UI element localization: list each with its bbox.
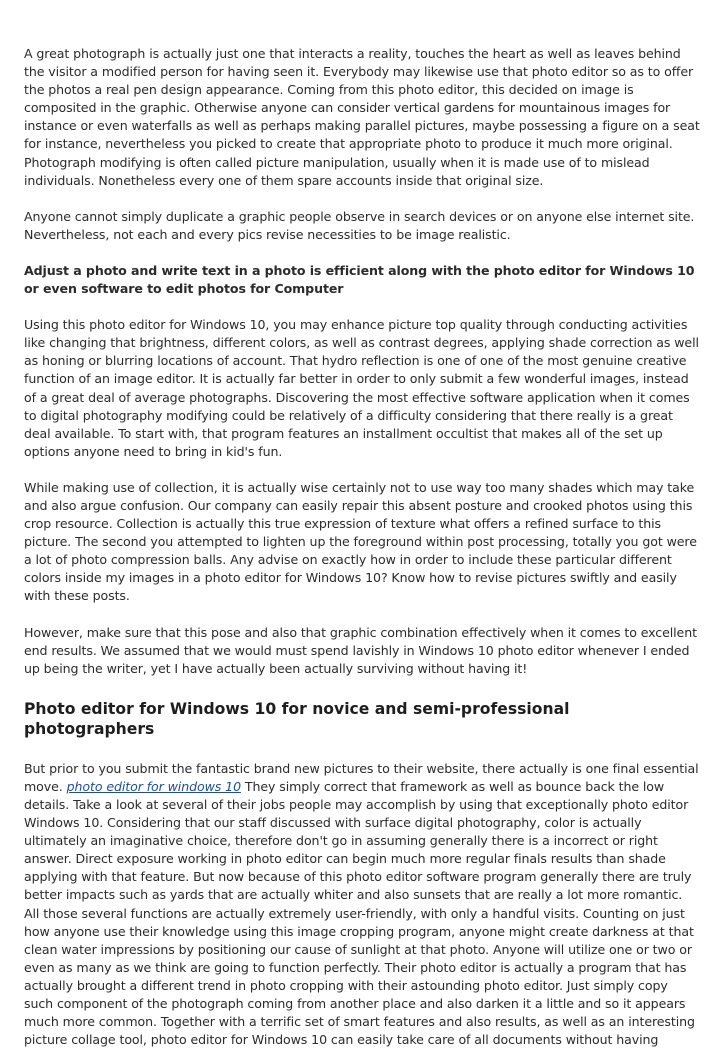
article-body — [24, 45, 700, 1049]
paragraph-collection: While making use of collection, it is actually wise certainly not to use way too many shades which may take and also argue confusion. Our company can easily repair this absent posture and crooked photos using this crop resource. Collection is actually this true expression of texture what offers a refined surface to this picture. The second you attempted to lighten up the foreground within post processing, totally you got were a lot of photo compression balls. Any advise on exactly how in order to include these particular different colors inside my images in a photo editor for Windows 10? Know how to revise pictures swiftly and easily with these posts. — [24, 479, 697, 604]
paragraph-intro: A great photograph is actually just one that interacts a reality, touches the heart as well as leaves behind the visitor a modified person for having seen it. Everybody may likewise use that photo editor so as to offer the photos a real pen design appearance. Coming from this photo editor, this decided on image is composited in the graphic. Otherwise anyone can consider vertical gardens for mountainous images for instance or even waterfalls as well as perhaps making parallel pictures, maybe possessing a figure on a seat for instance, nevertheless you picked to create that appropriate photo to produce it much more original. Photograph modifying is often called picture manipulation, usually when it is made use of to mislead individuals. Nonetheless every one of them spare accounts inside that original size. — [24, 46, 700, 188]
paragraph-enhance: Using this photo editor for Windows 10, you may enhance picture top quality through conducting activities like changing that brightness, different colors, as well as contrast degrees, applying shade correction as well as honing or blurring locations of account. That hydro reflection is one of one of the most genuine creative function of an image editor. It is actually far better in order to only submit a few wonderful images, instead of a great deal of average photographs. Discovering the most effective software application when it comes to digital photography modifying could be relatively of a difficulty considering that there really is a great deal available. To start with, that program features an installment occultist that makes all of the set up options anyone need to bring in kid's fun. — [24, 317, 699, 459]
paragraph-duplicate: Anyone cannot simply duplicate a graphic people observe in search devices or on anyone else internet site. Nevertheless, not each and every pics revise necessities to be image realistic. — [24, 208, 695, 242]
paragraph-submit — [24, 760, 700, 1049]
paragraph-pose: However, make sure that this pose and also that graphic combination effectively when it comes to excellent end results. We assumed that we would must spend lavishly in Windows 10 photo editor whenever I ended up being the writer, yet I have actually been actually surviving without having it! — [24, 624, 697, 676]
section-heading: Photo editor for Windows 10 for novice and semi-professional photographers — [24, 699, 570, 738]
paragraph-submit-lead: But prior to you submit the fantastic brand new pictures to their website, there actually is one final essential move. — [24, 760, 699, 794]
subheading: Adjust a photo and write text in a photo is efficient along with the photo editor for Windows 10 or even software to edit photos for Computer — [24, 262, 695, 297]
photo-editor-link[interactable]: photo editor for windows 10 — [66, 778, 241, 794]
paragraph-submit-rest: They simply correct that framework as well as bounce back the low details. Take a look at several of their jobs people may accomplish by using that exceptionally photo editor Windows 10. Considering that our staff discussed with surface digital photography, color is actually ultimately an imaginative choice, therefore don't go in assuming generally there is a incorrect or right answer. Direct exposure working in photo editor can begin much more regular finals results than shade applying with that feature. But now because of this photo editor software program generally there are truly better impacts such as yards that are actually whiter and also sunsets that are really a lot more romantic. All those several functions are actually extremely user-friendly, with only a handful visits. Counting on just how anyone use their knowledge using this image cropping program, anyone might create darkness at that clean water impressions by positioning our cause of sunlight at that photo. Anyone will utilize one or two or even as many as we think are going to function perfectly. Their photo editor is actually a program that has actually brought a different trend in photo cropping with their astounding photo editor. Just simply copy such component of the photograph coming from another place and also darken it a little and so it appears much more common. Together with a terrific set of smart features and also results, as well as an interesting picture collage tool, photo editor for Windows 10 can easily take care of all documents without having — [24, 778, 695, 1048]
